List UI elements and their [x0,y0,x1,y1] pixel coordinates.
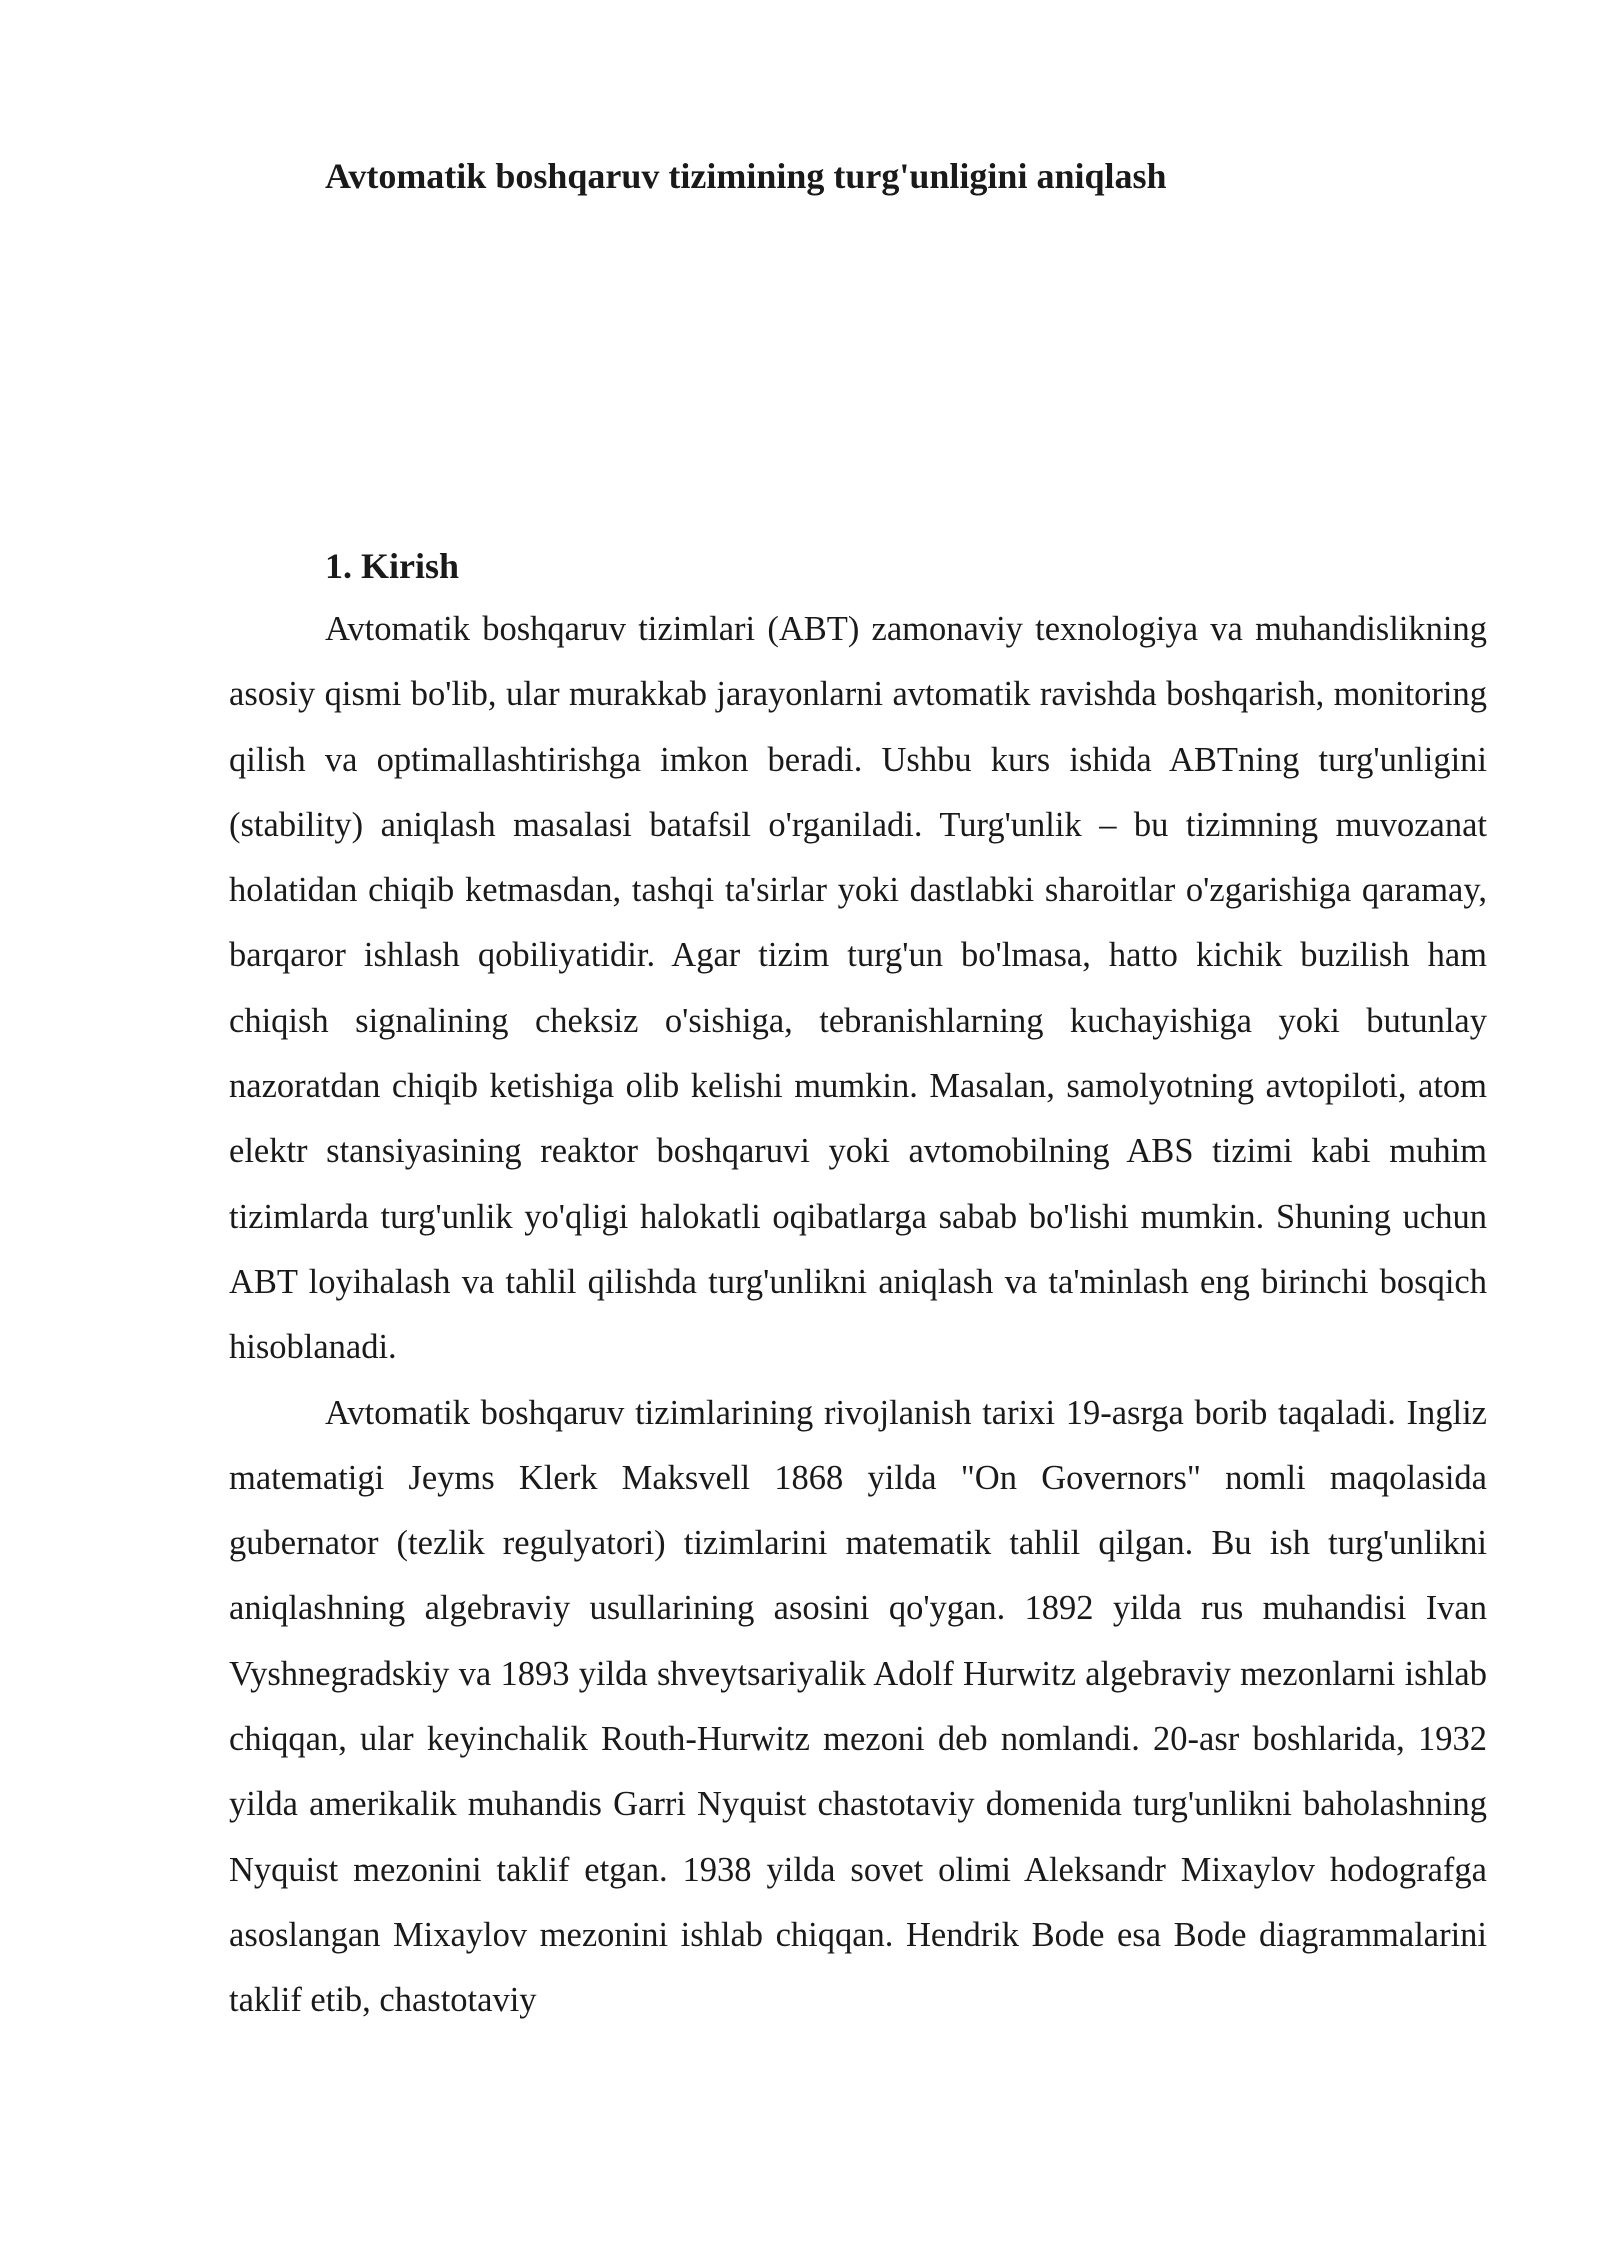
document-title: Avtomatik boshqaruv tizimining turg'unligini aniqlash [325,156,1167,196]
section-heading: 1. Kirish [325,546,460,586]
paragraph: Avtomatik boshqaruv tizimlari (ABT) zamonaviy texnologiya va muhandislikning asosiy qismi bo'lib, ular murakkab jarayonlarni avtomatik ravishda boshqarish, monitoring qilish va optimallashtirishga imkon beradi. Ushbu kurs ishida ABTning turg'unligini (stability) aniqlash masalasi batafsil o'rganiladi. Turg'unlik – bu tizimning muvozanat holatidan chiqib ketmasdan, tashqi ta'sirlar yoki dastlabki sharoitlar o'zgarishiga qaramay, barqaror ishlash qobiliyatidir. Agar tizim turg'un bo'lmasa, hatto kichik buzilish ham chiqish signalining cheksiz o'sishiga, tebranishlarning kuchayishiga yoki butunlay nazoratdan chiqib ketishiga olib kelishi mumkin. Masalan, samolyotning avtopiloti, atom elektr stansiyasining reaktor boshqaruvi yoki avtomobilning ABS tizimi kabi muhim tizimlarda turg'unlik yo'qligi halokatli oqibatlarga sabab bo'lishi mumkin. Shuning uchun ABT loyihalash va tahlil qilishda turg'unlikni aniqlash va ta'minlash eng birinchi bosqich hisoblanadi. [229,610,1487,1367]
section-body [229,597,1487,2034]
paragraph: Avtomatik boshqaruv tizimlarining rivojlanish tarixi 19-asrga borib taqaladi. Ingliz matematigi Jeyms Klerk Maksvell 1868 yilda "On Governors" nomli maqolasida gubernator (tezlik regulyatori) tizimlarini matematik tahlil qilgan. Bu ish turg'unlikni aniqlashning algebraviy usullarining asosini qo'ygan. 1892 yilda rus muhandisi Ivan Vyshnegradskiy va 1893 yilda shveytsariyalik Adolf Hurwitz algebraviy mezonlarni ishlab chiqqan, ular keyinchalik Routh-Hurwitz mezoni deb nomlandi. 20-asr boshlarida, 1932 yilda amerikalik muhandis Garri Nyquist chastotaviy domenida turg'unlikni baholashning Nyquist mezonini taklif etgan. 1938 yilda sovet olimi Aleksandr Mixaylov hodografga asoslangan Mixaylov mezonini ishlab chiqqan. Hendrik Bode esa Bode diagrammalarini taklif etib, chastotaviy [229,1393,1487,2020]
